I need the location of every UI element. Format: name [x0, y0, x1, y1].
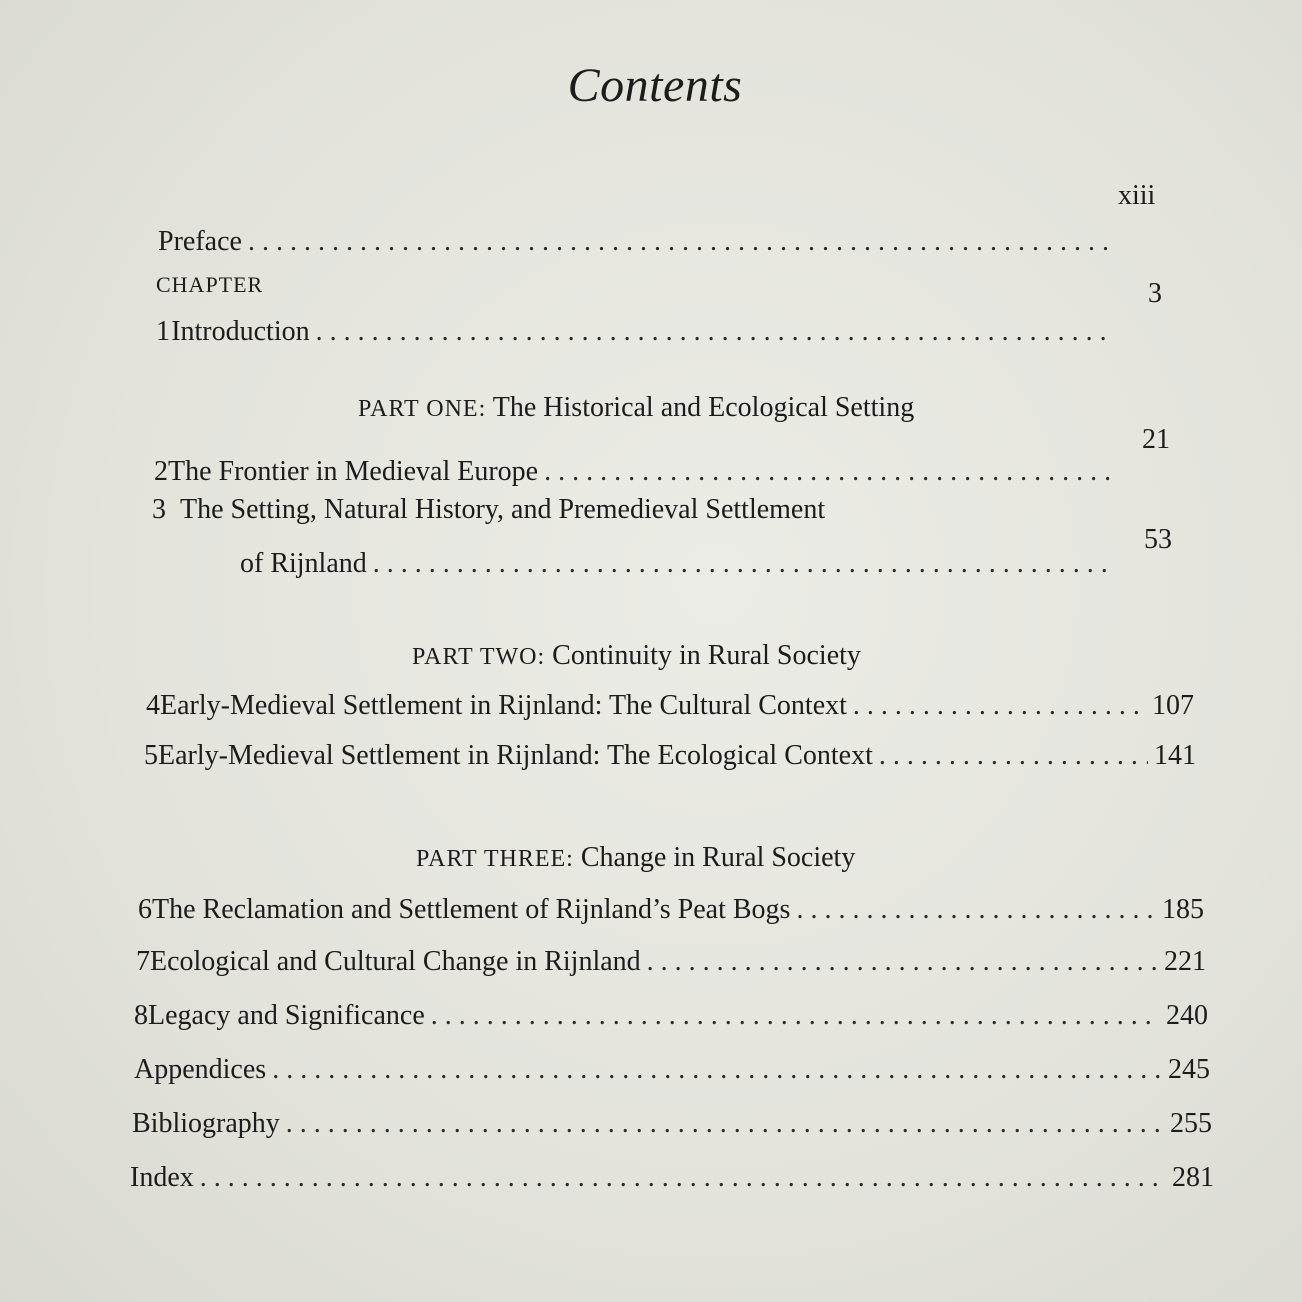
- toc-entry-chapter-2: [154, 446, 1122, 488]
- part-label: PART THREE:: [416, 846, 574, 872]
- toc-entry-chapter-3: [152, 494, 1052, 526]
- toc-page-number: 21: [1142, 424, 1170, 455]
- part-heading-two: [412, 640, 861, 672]
- chapter-number: 3: [152, 494, 166, 525]
- dot-leader: [248, 226, 1112, 258]
- chapter-number: 8: [134, 1000, 148, 1031]
- toc-entry-label: Early-Medieval Settlement in Rijnland: The Cultural Context: [160, 690, 847, 721]
- toc-page-number: 141: [1154, 740, 1196, 771]
- toc-page-number: 221: [1164, 946, 1206, 977]
- toc-page-number: 107: [1152, 690, 1194, 721]
- toc-entry-label: Legacy and Significance: [148, 1000, 425, 1031]
- toc-entry-bibliography: [132, 1108, 1212, 1140]
- part-label: PART TWO:: [412, 644, 546, 670]
- toc-entry-chapter-7: [136, 946, 1206, 978]
- toc-entry-label: The Setting, Natural History, and Premedieval Settlement: [180, 494, 826, 525]
- dot-leader: [544, 456, 1116, 488]
- toc-entry-index: [130, 1162, 1214, 1194]
- chapter-number: 4: [146, 690, 160, 721]
- chapter-label: CHAPTER: [156, 272, 264, 297]
- toc-page-number: 185: [1162, 894, 1204, 925]
- toc-page-number: 3: [1148, 278, 1162, 309]
- toc-page-number: 240: [1166, 1000, 1208, 1031]
- chapter-number: 6: [138, 894, 152, 925]
- toc-entry-label: Ecological and Cultural Change in Rijnland: [150, 946, 641, 977]
- toc-entry-chapter-8: [134, 1000, 1208, 1032]
- dot-leader: [796, 894, 1156, 926]
- toc-entry-chapter-3-cont: [240, 548, 1122, 580]
- part-title: Continuity in Rural Society: [552, 640, 861, 671]
- part-title: The Historical and Ecological Setting: [492, 392, 915, 423]
- toc-entry-chapter-1: [156, 298, 1116, 348]
- toc-page-number: xiii: [1118, 180, 1156, 211]
- dot-leader: [431, 1000, 1160, 1032]
- toc-entry-appendices: [134, 1054, 1210, 1086]
- part-heading-three: [416, 842, 855, 874]
- chapter-number: 5: [144, 740, 158, 771]
- toc-entry-label: Preface: [158, 226, 242, 257]
- chapter-number: 7: [136, 946, 150, 977]
- toc-entry-label: Introduction: [171, 316, 310, 347]
- toc-page-number: 53: [1144, 524, 1172, 555]
- toc-entry-chapter-5: [144, 740, 1196, 772]
- toc-page-number: 255: [1170, 1108, 1212, 1139]
- part-title: Change in Rural Society: [580, 842, 856, 873]
- toc-entry-chapter-4: [146, 690, 1194, 722]
- toc-entry-label: The Frontier in Medieval Europe: [168, 456, 539, 487]
- toc-page-number: 281: [1172, 1162, 1214, 1193]
- dot-leader: [200, 1162, 1166, 1194]
- dot-leader: [272, 1054, 1162, 1086]
- dot-leader: [879, 740, 1148, 772]
- toc-page-number: 245: [1168, 1054, 1210, 1085]
- toc-entry-label: Appendices: [134, 1054, 267, 1085]
- dot-leader: [286, 1108, 1164, 1140]
- toc-entry-preface: [158, 178, 1118, 258]
- dot-leader: [373, 548, 1116, 580]
- toc-entry-label: Index: [130, 1162, 194, 1193]
- toc-entry-label: Early-Medieval Settlement in Rijnland: The Ecological Context: [158, 740, 873, 771]
- toc-entry-label: The Reclamation and Settlement of Rijnland’s Peat Bogs: [152, 894, 791, 925]
- dot-leader: [647, 946, 1158, 978]
- toc-entry-label-continued: of Rijnland: [240, 548, 367, 579]
- toc-entry-chapter-6: [138, 894, 1204, 926]
- chapter-number: 1: [156, 316, 170, 347]
- dot-leader: [316, 316, 1110, 348]
- page-title: Contents: [567, 59, 743, 112]
- toc-entry-label: Bibliography: [132, 1108, 280, 1139]
- part-label: PART ONE:: [358, 396, 487, 422]
- part-heading-one: [358, 392, 914, 424]
- chapter-number: 2: [154, 456, 168, 487]
- dot-leader: [853, 690, 1146, 722]
